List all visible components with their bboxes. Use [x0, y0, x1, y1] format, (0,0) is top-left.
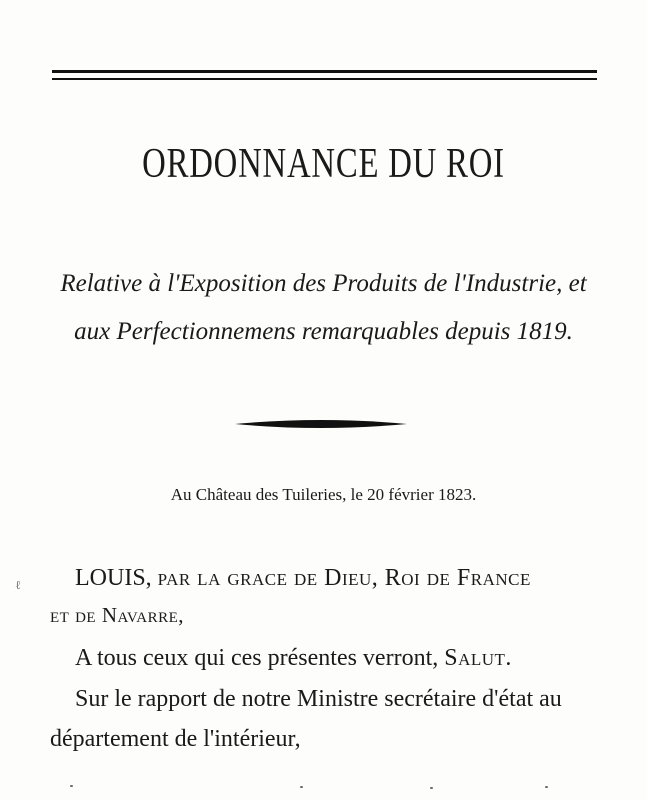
ornamental-swell-rule	[235, 418, 407, 430]
body-line-1	[75, 565, 531, 592]
body-line-5: département de l'intérieur,	[50, 726, 301, 752]
margin-mark: ℓ	[15, 578, 21, 592]
print-speck	[300, 786, 303, 788]
body-line-4: Sur le rapport de notre Ministre secrétaire d'état au	[75, 686, 562, 712]
dateline: Au Château des Tuileries, le 20 février 1823.	[170, 485, 477, 504]
body-line-3	[75, 645, 512, 672]
subtitle-line-2: aux Perfectionnemens remarquables depuis 1819.	[74, 318, 573, 345]
print-speck	[430, 787, 433, 789]
print-speck	[545, 786, 548, 788]
subtitle-line-1: Relative à l'Exposition des Produits de l'Industrie, et	[60, 270, 587, 297]
print-speck	[70, 785, 73, 787]
body-line-2: et de Navarre,	[50, 603, 185, 627]
king-name: LOUIS,	[75, 565, 158, 591]
royal-title: par la grace de Dieu, Roi de France	[157, 565, 531, 591]
salut-word: Salut.	[444, 645, 512, 671]
page-title: ORDONNANCE DU ROI	[142, 141, 505, 187]
header-double-rule	[52, 70, 597, 80]
greeting-text: A tous ceux qui ces présentes verront,	[75, 645, 445, 671]
